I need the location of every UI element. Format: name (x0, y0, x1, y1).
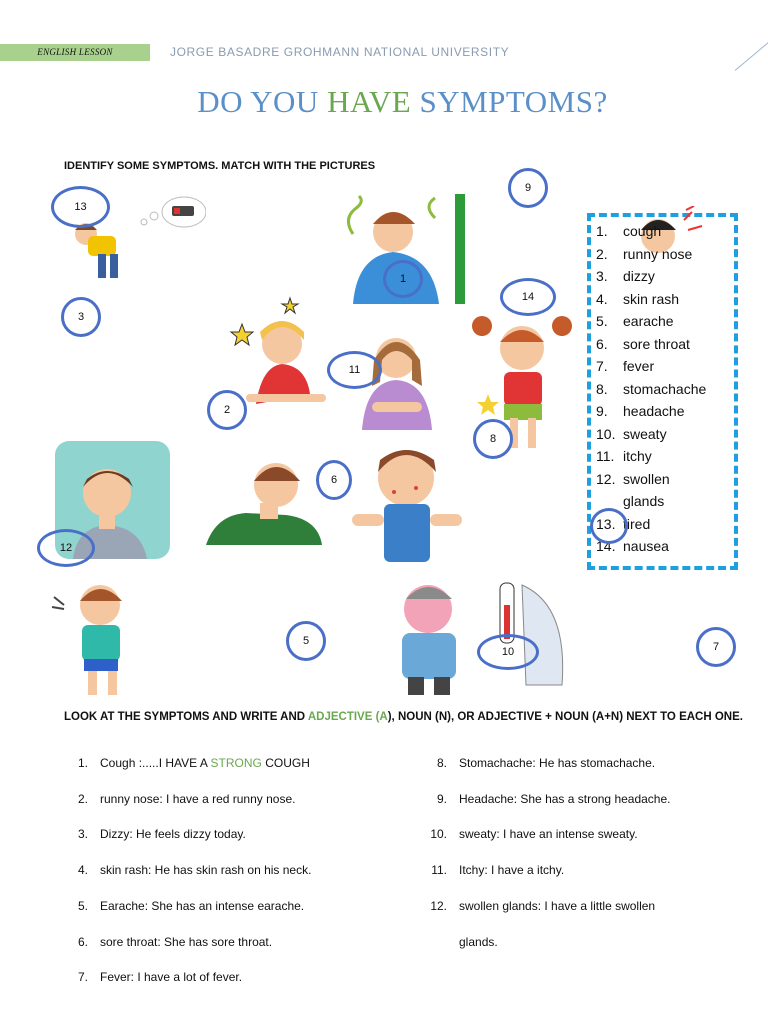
word-list-item (596, 445, 706, 468)
word-text: sweaty (623, 425, 667, 442)
page-title (0, 84, 768, 120)
fever-man-picture (382, 575, 572, 697)
sore-throat-man-picture (206, 445, 326, 545)
word-list-item (596, 288, 706, 311)
word-text: tired (623, 515, 651, 532)
answer-item (64, 970, 242, 984)
word-number: 14. (596, 538, 616, 554)
word-text: glands (623, 493, 665, 509)
number-circle-13[interactable]: 13 (51, 186, 110, 228)
number-circle-1[interactable]: 1 (383, 260, 423, 298)
answer-number: 2. (77, 792, 88, 806)
instruction-write-part-3: ), NOUN (N), OR ADJECTIVE + NOUN (A+N) NEXT TO EACH ONE. (387, 711, 743, 723)
word-text: runny nose (623, 245, 693, 262)
word-number: 3. (596, 268, 608, 284)
number-circle-5[interactable]: 5 (286, 621, 326, 661)
answer-item (423, 827, 638, 841)
word-list-item (596, 243, 706, 266)
word-list-item (596, 355, 706, 378)
title-part-2: HAVE (327, 84, 412, 119)
answer-number: 7. (77, 970, 88, 984)
answer-text: Fever: I have a lot of fever. (100, 970, 243, 984)
skin-rash-boy-picture (350, 438, 466, 568)
word-number: 7. (596, 358, 608, 374)
answer-text: Stomachache: He has stomachache. (459, 756, 656, 770)
answer-item (64, 863, 311, 877)
instruction-match: IDENTIFY SOME SYMPTOMS. MATCH WITH THE PICTURES (64, 160, 376, 172)
answer-item (64, 792, 295, 806)
answer-text: sweaty: I have an intense sweaty. (459, 827, 638, 841)
university-name: JORGE BASADRE GROHMANN NATIONAL UNIVERSITY (170, 45, 510, 59)
word-text: fever (623, 358, 655, 374)
answer-number: 5. (77, 899, 88, 913)
answer-text: runny nose: I have a red runny nose. (100, 792, 296, 806)
answer-text: Cough :.....I HAVE A (100, 756, 211, 770)
word-list-item (596, 468, 706, 491)
symptom-word-list (596, 220, 706, 558)
word-list-item (596, 310, 706, 333)
title-part-1: DO YOU (197, 84, 328, 119)
answer-item (423, 863, 564, 877)
answer-number: 10. (430, 827, 447, 841)
word-number: 1. (596, 223, 608, 239)
answer-text: Headache: She has a strong headache. (459, 792, 671, 806)
word-text: sore throat (623, 335, 690, 352)
answer-text: sore throat: She has sore throat. (100, 935, 273, 949)
answer-number: 9. (436, 792, 447, 806)
word-list-item (596, 333, 706, 356)
dizzy-girl-picture (226, 294, 332, 410)
instruction-write-part-1: LOOK AT THE SYMPTOMS AND WRITE AND (64, 711, 308, 723)
answer-item (64, 935, 272, 949)
word-text: itchy (623, 448, 652, 464)
word-text: headache (623, 403, 685, 419)
answer-number: 8. (436, 756, 447, 770)
word-list-item (596, 378, 706, 401)
word-number: 8. (596, 380, 608, 397)
answer-text: Itchy: I have a itchy. (459, 863, 565, 877)
answer-number: 11. (431, 863, 447, 877)
answer-text: swollen glands: I have a little swollen (459, 899, 656, 913)
answer-number: 4. (77, 863, 88, 877)
word-number: 13. (596, 515, 616, 532)
number-circle-7[interactable]: 7 (696, 627, 736, 667)
word-number: 10. (596, 425, 616, 442)
number-circle-10[interactable]: 10 (477, 634, 539, 670)
instruction-write-part-2: ADJECTIVE (A (307, 711, 388, 723)
answer-text-end: COUGH (261, 756, 310, 770)
earache-boy-picture (50, 575, 170, 700)
answer-number: 6. (77, 935, 88, 949)
number-circle-blank[interactable] (590, 508, 628, 544)
word-list-item (596, 423, 706, 446)
answer-item (64, 899, 304, 913)
word-number: 6. (596, 335, 608, 352)
answer-item (423, 792, 671, 806)
word-number: 9. (596, 403, 608, 419)
word-text: skin rash (623, 290, 680, 307)
number-circle-3[interactable]: 3 (61, 297, 101, 337)
lesson-tag: ENGLISH LESSON (0, 44, 150, 61)
number-circle-14[interactable]: 14 (500, 278, 556, 316)
word-number: 11. (596, 448, 615, 464)
answer-item (64, 756, 310, 770)
word-number: 2. (596, 245, 608, 262)
word-text: dizzy (623, 268, 655, 284)
answer-text: glands. (459, 935, 498, 949)
word-number: 12. (596, 470, 616, 487)
word-text: cough (623, 223, 662, 239)
word-list-item (596, 265, 706, 288)
answer-item (423, 756, 655, 770)
word-number: 4. (596, 290, 608, 307)
answer-text: Dizzy: He feels dizzy today. (100, 827, 246, 841)
instruction-write (64, 708, 754, 727)
number-circle-9[interactable]: 9 (508, 168, 548, 208)
number-circle-2[interactable]: 2 (207, 390, 247, 430)
word-text: earache (623, 313, 674, 329)
title-part-3: SYMPTOMS? (411, 84, 608, 119)
answer-text: skin rash: He has skin rash on his neck. (100, 863, 312, 877)
answer-item (423, 899, 655, 913)
answer-number: 12. (430, 899, 447, 913)
number-circle-8[interactable]: 8 (473, 419, 513, 459)
word-text: swollen (623, 470, 670, 487)
number-circle-6[interactable]: 6 (316, 460, 352, 500)
number-circle-11[interactable]: 11 (327, 351, 382, 389)
word-text: nausea (623, 538, 669, 554)
number-circle-12[interactable]: 12 (37, 529, 95, 567)
word-number: 5. (596, 313, 608, 329)
answer-text: Earache: She has an intense earache. (100, 899, 305, 913)
word-list-item (596, 400, 706, 423)
answer-number: 1. (77, 756, 88, 770)
word-text: stomachache (623, 380, 707, 397)
word-list-item (596, 220, 706, 243)
decorative-line (735, 32, 768, 71)
answer-item (423, 935, 498, 949)
answer-item (64, 827, 246, 841)
answer-highlight: STRONG (210, 756, 262, 770)
answer-number: 3. (77, 827, 88, 841)
